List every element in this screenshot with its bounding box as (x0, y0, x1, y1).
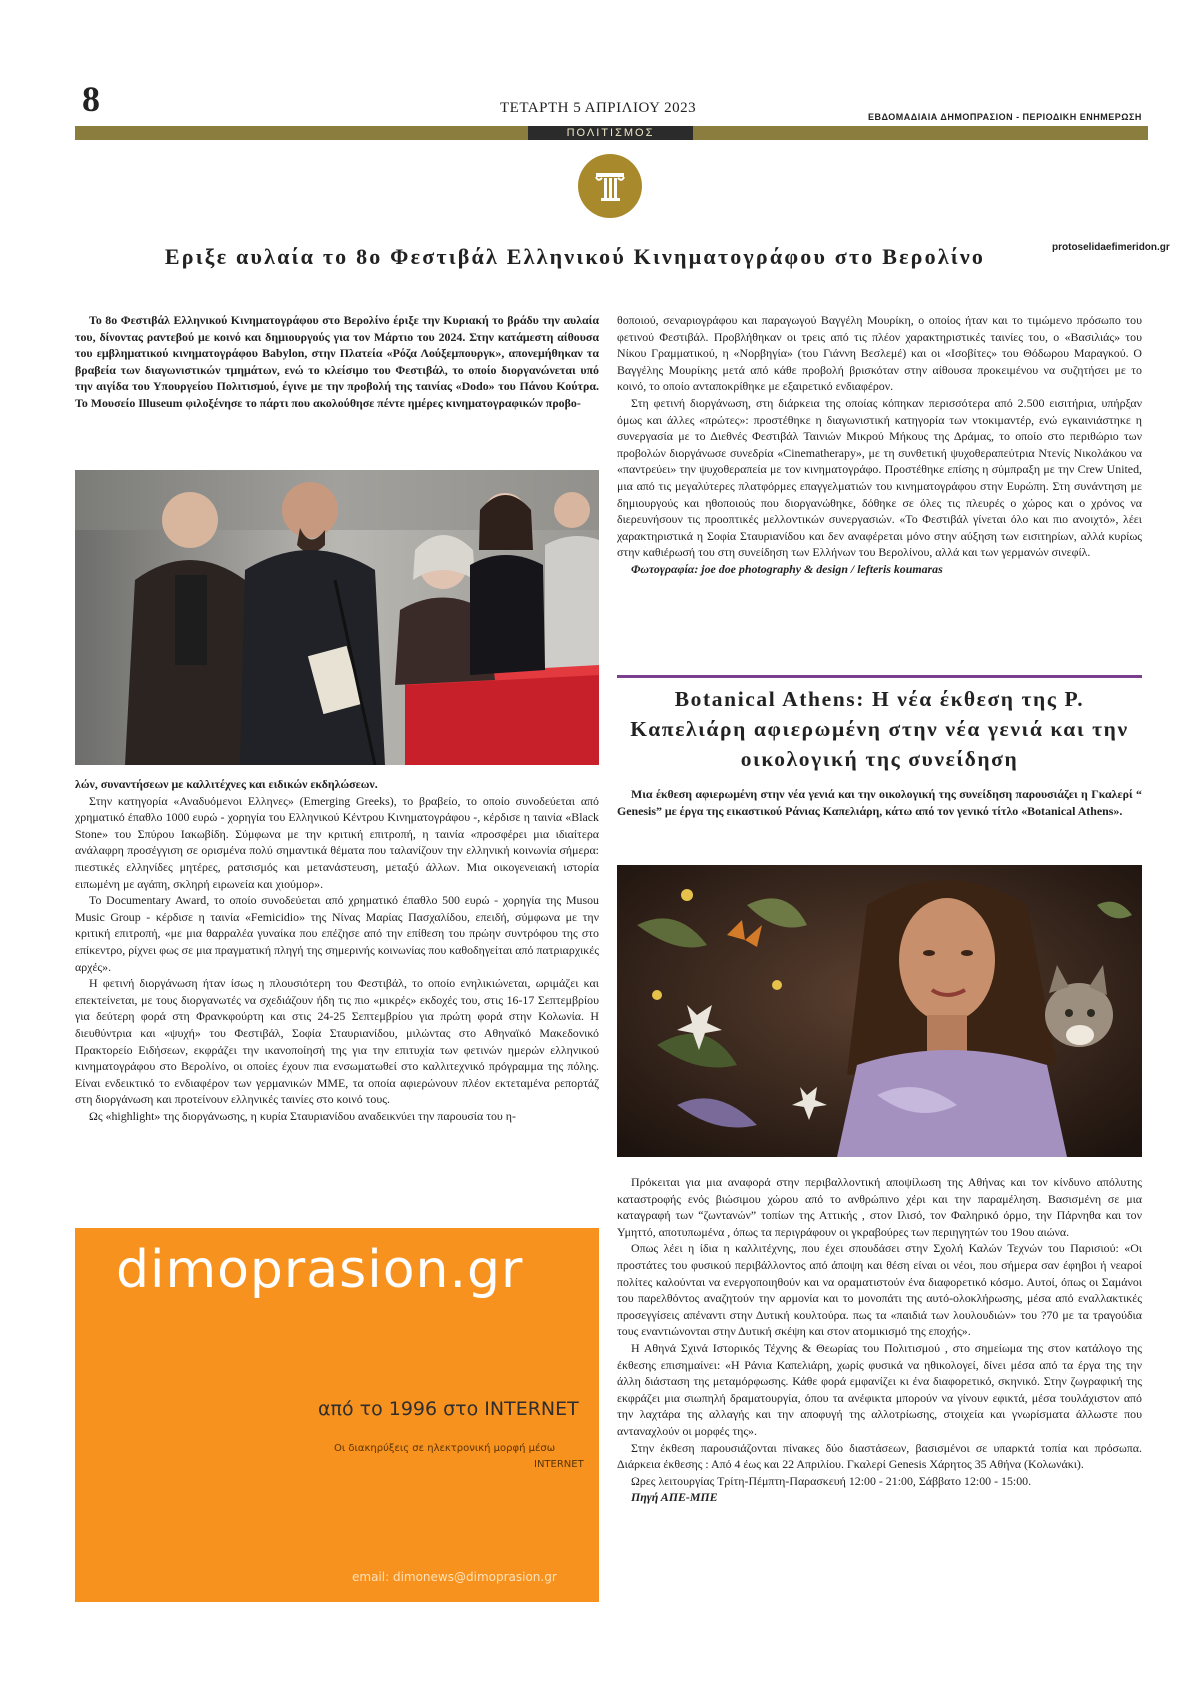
article2-paragraph: Πρόκειται για μια αναφορά στην περιβαλλοντική αποψίλωση της Αθήνας και τον κίνδυνο απόλυτης καταστροφής ενός βιώσιμου χώρου από το ανθρώπινο χέρι και την παραμέληση. Βασισμένη σε μια καταγραφή των “ζωντανών” τοπίων της Αττικής , στον Ιλισό, τον Φαληρικό όρμο, την Πάρνηθα και τον Υμηττό, αποτυπωμένα , όπως τα περιγράφουν οι γκραβούρες των περιηγητών του 19ου αιώνα. (617, 1175, 1142, 1239)
ad-email[interactable]: email: dimonews@dimoprasion.gr (352, 1570, 557, 1584)
article1-paragraph: Στην κατηγορία «Αναδυόμενοι Ελληνες» (Emerging Greeks), το βραβείο, το οποίο συνοδεύεται από χρηματικό έπαθλο 1000 ευρώ - χορηγία του Ελληνικού Κέντρου Κινηματογράφου -, κέρδισε η ταινία «Black Stone» του Σπύρου Ιακωβίδη. Σύμφωνα με την κριτική επιτροπή, η ταινία «προσφέρει μια ιδιαίτερα ανάλαφρη προσέγγιση σε ορισμένα πολύ σημαντικά θέματα που ταλανίζουν την ελληνική κοινωνία σήμερα: πιεστικές ελληνίδες μητέρες, ρατσισμός και μετανάστευση, μεταξύ άλλων. Μια οικογενειακή ιστορία ειπωμένη με αγάπη, σκληρή ειρωνεία και χιούμορ». (75, 793, 599, 891)
photo-credit: Φωτογραφία: joe doe photography & design / lefteris koumaras (631, 561, 943, 576)
article2-paragraph: Η Αθηνά Σχινά Ιστορικός Τέχνης & Θεωρίας του Πολιτισμού , στο σημείωμα της στον κατάλογο της έκθεσης επισημαίνει: «Η Ράνια Καπελιάρη, χωρίς φυσικά να ηθικολογεί, δίνει μέσα από τα έργα της την άλλη διάσταση της μεταμόρφωσης. Κάθε φορά εμφανίζει κι ένα διαφορετικό, σκηνικό. Στην ζωγραφική της εκφράζει μια σιωπηλή δραματουργία, όπου τα ανέφικτα μπορούν να γίνουν εφικτά, μέσα τουλάχιστον από την λαχτάρα της αλλαγής και την αποφυγή της αλλοτρίωσης, στοιχεία και γνωρίσματα άλλωστε που ανταναχλούν οι μορφές της». (617, 1340, 1142, 1438)
watermark: protoselidaefimeridon.gr (1052, 242, 1170, 253)
ad-since: από το 1996 στο INTERNET (318, 1398, 579, 1420)
article1-paragraph: Ως «highlight» της διοργάνωσης, η κυρία Σταυριανίδου αναδεικνύει την παρουσία του η- (89, 1108, 516, 1123)
article2-paragraph: Ωρες λειτουργίας Τρίτη-Πέμπτη-Παρασκευή 12:00 - 21:00, Σάββατο 12:00 - 15:00. (631, 1473, 1032, 1488)
masthead-text: ΕΒΔΟΜΑΔΙΑΙΑ ΔΗΜΟΠΡΑΣΙΟΝ - ΠΕΡΙΟΔΙΚΗ ΕΝΗΜΕΡΩΣΗ (868, 112, 1142, 122)
article2-lead: Μια έκθεση αφιερωμένη στην νέα γενιά και την οικολογική της συνείδηση παρουσιάζει η Γκαλερί “ Genesis” με έργα της εικαστικού Ράνιας Καπελιάρη, κάτω από τον γενικό τίτλο «Botanical Athens». (617, 787, 1142, 818)
painting-image (617, 865, 1142, 1157)
ad-description-2: INTERNET (534, 1459, 584, 1470)
article1-paragraph: Η φετινή διοργάνωση ήταν ίσως η πλουσιότερη του Φεστιβάλ, το οποίο ενηλικιώνεται, ωριμάζει και επεκτείνεται, με τους διοργανωτές να σχεδιάζουν ήδη τις πιο «μικρές» εκδοχές του, στις 16-17 Σεπτεμβρίου για δεύτερη φορά στη Φρανκφούρτη και στις 24-25 Σεπτεμβρίου για πρώτη φορά στην Κολωνία. Η διευθύντρια και «ψυχή» του Φεστιβάλ, Σοφία Σταυριανίδου, μιλώντας στο Αθηναϊκό Μακεδονικό Πρακτορείο Ειδήσεων, εκφράζει την ικανοποίησή της για την επιτυχία των φετινών ημερών ελληνικού κινηματογράφου στο Βερολίνο, οι οποίες έχουν πια ενσωματωθεί στο καλλιτεχνικό πρόγραμμα της πόλης. Είναι ενδεικτικό το ενδιαφέρον των γερμανικών ΜΜΕ, τα οποία αφιερώνουν πλέον εκτεταμένα ρεπορτάζ στη διοργάνωση και προτείνουν ελληνικές ταινίες στο κοινό τους. (75, 976, 599, 1107)
ad-description: Οι διακηρύξεις σε ηλεκτρονική μορφή μέσω (334, 1443, 556, 1454)
article2-paragraph: Οπως λέει η ίδια η καλλιτέχνης, που έχει σπουδάσει στην Σχολή Καλών Τεχνών του Παρισιού: «Οι προστάτες του φυσικού περιβάλλοντος από άποψη και θέση είναι οι νέοι, που σήμερα σαν έφηβοι ή νεαροί πολίτες καλούνται να ενεργοποιηθούν και να οραματιστούν ένα διαφορετικό κόσμο. Αυτοί, όπως οι Σαμάνοι του παρελθόντος αναζητούν την αρμονία και το μονοπάτι της αυτό-ολοκλήρωσης, μέσα από εναλλακτικές προσεγγίσεις απέναντι στην Δυτική κουλτούρα. πως τα «παιδιά των λουλουδιών» του ?70 με τα τραγούδια τους εναντιώνονται στην Δυτική σκέψη και στον ατομικισμό της εποχής». (617, 1241, 1142, 1339)
article1-headline: Εριξε αυλαία το 8ο Φεστιβάλ Ελληνικού Κινηματογράφου στο Βερολίνο (164, 244, 986, 269)
article1-lead-cont: λών, συναντήσεων με καλλιτέχνες και ειδικών εκδηλώσεων. (75, 777, 378, 791)
festival-photo (75, 470, 599, 765)
article1-lead-block (75, 312, 599, 412)
ad-title: dimoprasion.gr (116, 1240, 524, 1300)
article1-right-column (617, 312, 1142, 578)
article2-source: Πηγή ΑΠΕ-ΜΠΕ (631, 1490, 718, 1505)
section-label: ΠΟΛΙΤΙΣΜΟΣ (528, 126, 693, 140)
article1-lead: Το 8ο Φεστιβάλ Ελληνικού Κινηματογράφου στο Βερολίνο έριξε την Κυριακή το βράδυ την αυλαία του, δίνοντας ραντεβού με κοινό και δημιουργούς για τον Μάρτιο του 2024. Στην κατάμεστη αίθουσα του εμβληματικού κινηματογράφου Babylon, στην Πλατεία «Ρόζα Λούξεμπουργκ», απονεμήθηκαν τα βραβεία των διαγωνιστικών τμημάτων, ενώ το κλείσιμο του Φεστιβάλ, το οποίο διοργανώνεται υπό την αιγίδα του Υπουργείου Πολιτισμού, έγινε με την προβολή της ταινίας «Dodo» του Πάνου Κούτρα. Το Μουσείο Illuseum φιλοξένησε το πάρτι που ακολούθησε πέντε ημέρες κινηματογραφικών προβο- (75, 313, 599, 410)
article-divider (617, 675, 1142, 678)
article1-left-column (75, 776, 599, 1124)
article2-body (617, 1174, 1142, 1506)
issue-date: ΤΕΤΑΡΤΗ 5 ΑΠΡΙΛΙΟΥ 2023 (500, 100, 697, 116)
article2-headline: Botanical Athens: Η νέα έκθεση της Ρ. Καπελιάρη αφιερωμένη στην νέα γενιά και την οικολογική της συνείδηση (630, 687, 1129, 771)
article1-paragraph: Το Documentary Award, το οποίο συνοδεύεται από χρηματικό έπαθλο 500 ευρώ - χορηγία της Musou Music Group - κέρδισε η ταινία «Femicidio» της Νίνας Μαρίας Πασχαλίδου, επειδή, σύμφωνα με την κριτική επιτροπή, «με μια θαρραλέα γυναίκα που επέζησε από την επίθεση του πρώην συντρόφου της στο επίκεντρο, ρίχνει φως σε μια πραγματική πληγή της σημερινής κοινωνίας που καθοδηγείται από πατριαρχικές αρχές». (75, 893, 599, 974)
page-number: 8 (82, 79, 100, 119)
article1-paragraph: θοποιού, σεναριογράφου και παραγωγού Βαγγέλη Μουρίκη, ο οποίος ήταν και το τιμώμενο πρόσωπο του φετινού Φεστιβάλ. Προβλήθηκαν οι τρεις από τις πλέον χαρακτηριστικές ταινίες του, ο «Βασιλιάς» του Νίκου Γραμματικού, η «Νορβηγία» (του Γιάννη Βεσλεμέ) και οι «Ισοβίτες» του Θόδωρου Μαραγκού. Ο Βαγγέλης Μουρίκης μετά από κάθε προβολή βρισκόταν στην αίθουσα προκειμένου να συζητήσει με το κοινό, το οποίο ανταποκρίθηκε με εξαιρετικό ενδιαφέρον. (617, 313, 1142, 394)
article1-paragraph: Στη φετινή διοργάνωση, στη διάρκεια της οποίας κόπηκαν περισσότερα από 2.500 εισιτήρια, υπήρξαν όμως και άλλες «πρώτες»: προστέθηκε η διαγωνιστική κατηγορία των ντοκιμαντέρ, ενώ εγκαινιάστηκε η συνεργασία με το Διεθνές Φεστιβάλ Ταινιών Μικρού Μήκους της Δράμας, το οποίο στο περιθώριο των προβολών διοργάνωσε συνεδρία «Cinematherapy», με τη συνθετική ψυχοθεραπεύτρια Ντενίς Νικολάκου να «παντρεύει» την ψυχοθεραπεία με τον κινηματογράφο. Προστέθηκε επίσης η σύμπραξη με την Crew United, μια από τις μεγαλύτερες πλατφόρμες επαγγελματιών του κινηματογράφου στην Ευρώπη. Στη συνάντηση με δημιουργούς και ηθοποιούς που διοργανώθηκε, δόθηκε σε όλες τις πλευρές ο χώρος και ο χρόνος να διερευνήσουν τις προοπτικές μελλοντικών συνεργασιών. «Το Φεστιβάλ γίνεται όλο και πιο ανοιχτό», λέει χαρακτηριστικά η Σοφία Σταυριανίδου και δεν αναφέρεται μόνο στην αύξηση των εισιτηρίων, αλλά κυρίως στην καθιέρωσή του στη συνείδηση των Ελλήνων του Βερολίνου, αλλά και των γερμανών σινεφίλ. (617, 395, 1142, 560)
article2-paragraph: Στην έκθεση παρουσιάζονται πίνακες δύο διαστάσεων, βασισμένοι σε υπαρκτά τοπία και πρόσωπα. Διάρκεια έκθεσης : Από 4 έως και 22 Απριλίου. Γκαλερί Genesis Χάρητος 35 Αθήνα (Κολωνάκι). (617, 1440, 1142, 1472)
column-emblem-icon (578, 154, 642, 218)
article2-lead-block (617, 786, 1142, 819)
